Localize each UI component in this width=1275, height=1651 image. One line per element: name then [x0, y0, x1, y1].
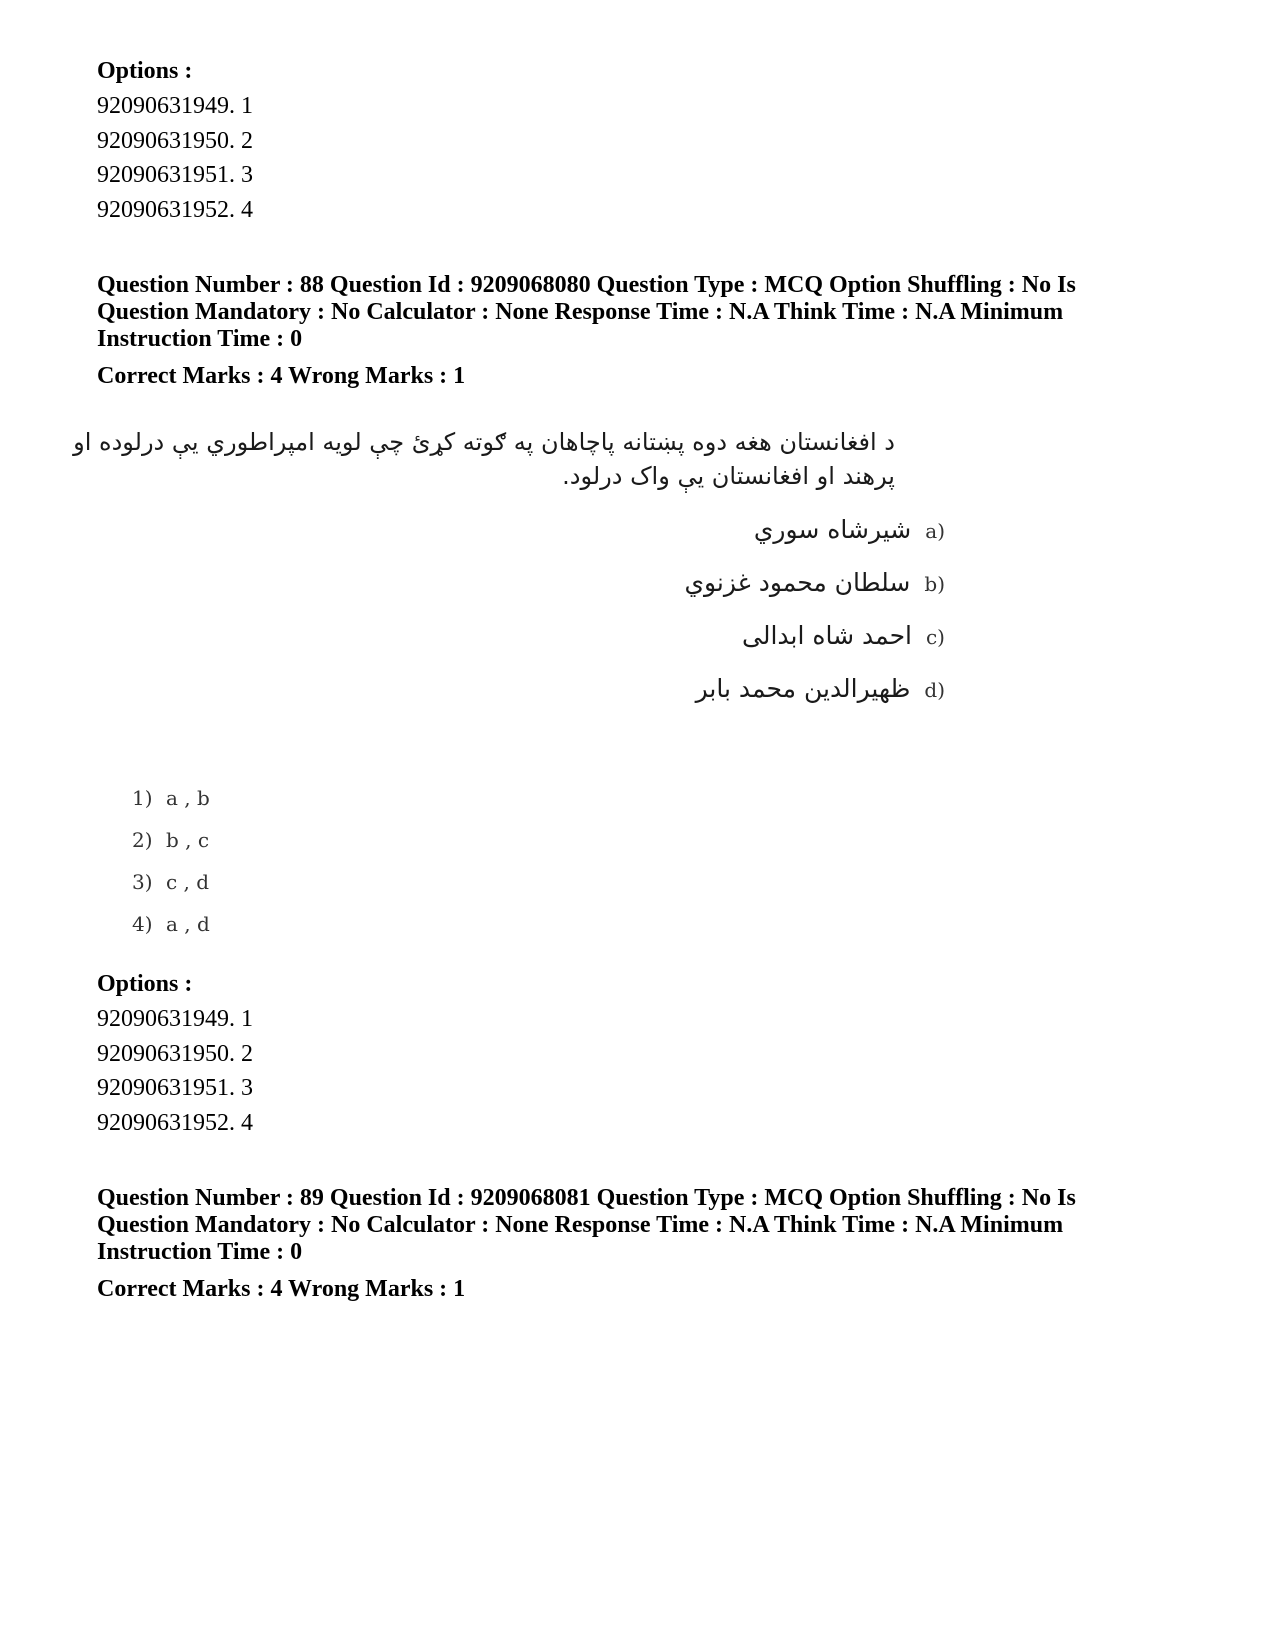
choice-text: سلطان محمود غزنوي — [684, 568, 911, 597]
answer-item — [132, 870, 210, 912]
options-heading: Options : — [97, 58, 193, 84]
answer-text: b , c — [166, 828, 210, 852]
question-88-header — [97, 272, 1076, 353]
question-meta-line: Question Number : 88 Question Id : 9209068080 Question Type : MCQ Option Shuffling : No Is — [97, 272, 1076, 298]
choice-label: b) — [924, 572, 945, 596]
question-89-marks: Correct Marks : 4 Wrong Marks : 1 — [97, 1276, 466, 1302]
answer-item — [132, 786, 210, 828]
options-heading: Options : — [97, 971, 193, 997]
options-list — [97, 89, 253, 227]
option-item: 92090631949. 1 — [97, 1006, 253, 1032]
answer-number: 4) — [132, 912, 153, 936]
option-item: 92090631952. 4 — [97, 1109, 253, 1136]
question-text-line: د افغانستان هغه دوه پښتانه پاچاهان په ګوته کړئ چې لويه امپراطوري يې درلوده او — [73, 428, 895, 456]
option-item: 92090631951. 3 — [97, 1075, 253, 1101]
choice-label: d) — [924, 678, 945, 702]
answer-list — [132, 786, 210, 954]
answer-number: 2) — [132, 828, 153, 852]
choice-a — [754, 515, 945, 544]
answer-text: a , d — [166, 912, 210, 936]
question-meta-line: Instruction Time : 0 — [97, 1239, 303, 1265]
options-list — [97, 1002, 253, 1140]
question-meta-line: Question Mandatory : No Calculator : None Response Time : N.A Think Time : N.A Minimum — [97, 1212, 1064, 1238]
question-88-marks: Correct Marks : 4 Wrong Marks : 1 — [97, 363, 466, 389]
option-item: 92090631950. 2 — [97, 127, 253, 154]
choice-d — [696, 674, 945, 703]
option-item: 92090631950. 2 — [97, 1040, 253, 1067]
choice-c — [742, 621, 945, 650]
question-meta-line: Instruction Time : 0 — [97, 326, 303, 352]
question-meta-line: Question Number : 89 Question Id : 9209068081 Question Type : MCQ Option Shuffling : No Is — [97, 1185, 1076, 1211]
answer-item — [132, 828, 210, 870]
option-item: 92090631951. 3 — [97, 162, 253, 188]
choice-text: ظهيرالدين محمد بابر — [695, 674, 911, 703]
answer-text: c , d — [166, 870, 210, 894]
answer-text: a , b — [166, 786, 210, 810]
question-89-header — [97, 1185, 1076, 1266]
question-text-line: پرهند او افغانستان يې واک درلود. — [562, 462, 895, 490]
answer-item — [132, 912, 210, 954]
choice-label: c) — [925, 625, 945, 649]
choice-text: شيرشاه سوري — [753, 515, 912, 544]
choice-text: احمد شاه ابدالی — [742, 621, 912, 650]
choice-label: a) — [925, 519, 945, 543]
choice-b — [684, 568, 945, 597]
option-item: 92090631952. 4 — [97, 196, 253, 223]
question-88-body — [73, 425, 1005, 725]
answer-number: 3) — [132, 870, 153, 894]
question-meta-line: Question Mandatory : No Calculator : None Response Time : N.A Think Time : N.A Minimum — [97, 299, 1064, 325]
option-item: 92090631949. 1 — [97, 93, 253, 119]
answer-number: 1) — [132, 786, 153, 810]
